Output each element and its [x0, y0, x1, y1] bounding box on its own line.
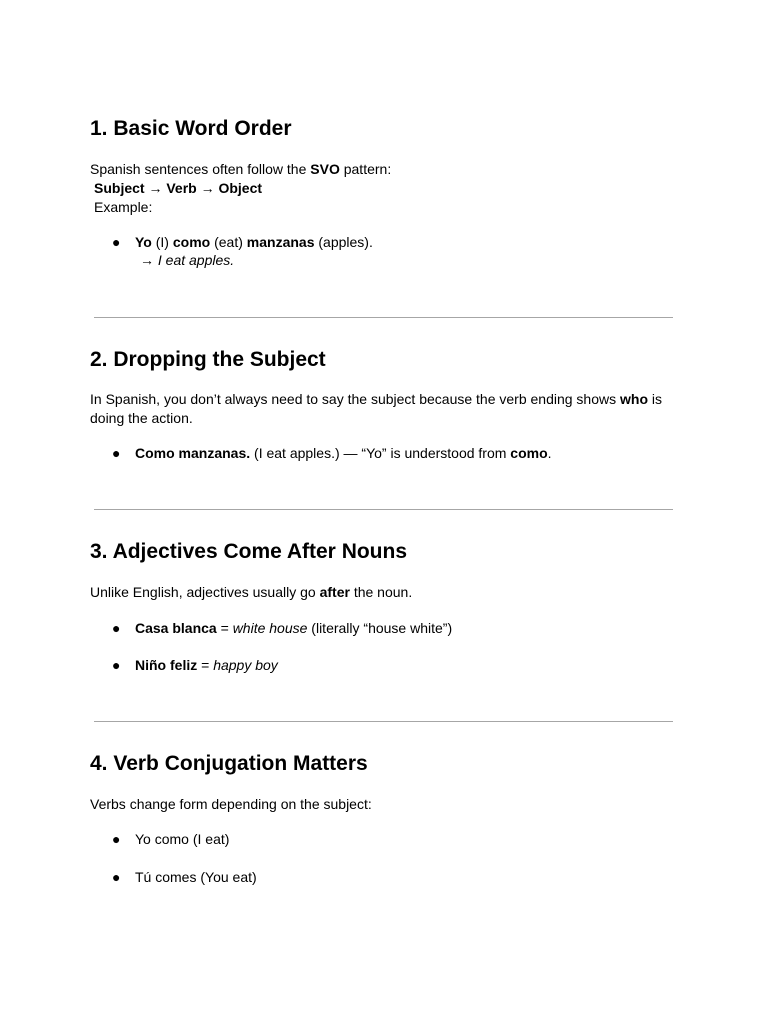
section-heading: 3. Adjectives Come After Nouns: [90, 540, 408, 563]
section-divider: [94, 721, 673, 722]
list-item: ● Casa blanca = white house (literally “house white”): [112, 620, 453, 636]
list-item: ● Yo (I) como (eat) manzanas (apples).: [112, 234, 373, 250]
bullet-icon: ●: [112, 657, 121, 673]
example-translation: → I eat apples.: [140, 252, 235, 268]
list-item: ● Yo como (I eat): [112, 831, 230, 847]
section-divider: [94, 509, 673, 510]
list-item: ● Niño feliz = happy boy: [112, 657, 278, 673]
section-intro: Unlike English, adjectives usually go after the noun.: [90, 584, 413, 600]
bullet-icon: ●: [112, 234, 121, 250]
example-label: Example:: [94, 199, 153, 215]
section-heading: 1. Basic Word Order: [90, 117, 292, 140]
section-divider: [94, 317, 673, 318]
bullet-icon: ●: [112, 445, 121, 461]
list-item: ● Tú comes (You eat): [112, 869, 257, 885]
bullet-icon: ●: [112, 620, 121, 636]
section-heading: 2. Dropping the Subject: [90, 348, 326, 371]
bullet-icon: ●: [112, 831, 121, 847]
section-intro: In Spanish, you don’t always need to say the subject because the verb ending shows who is doing the action.: [90, 391, 663, 426]
section-intro: Verbs change form depending on the subject:: [90, 796, 372, 812]
section-intro: Spanish sentences often follow the SVO pattern:: [90, 161, 392, 177]
bullet-icon: ●: [112, 869, 121, 885]
svo-pattern: Subject → Verb → Object: [94, 180, 263, 196]
list-item: ● Como manzanas. (I eat apples.) — “Yo” is understood from como.: [112, 445, 552, 461]
section-heading: 4. Verb Conjugation Matters: [90, 752, 368, 775]
